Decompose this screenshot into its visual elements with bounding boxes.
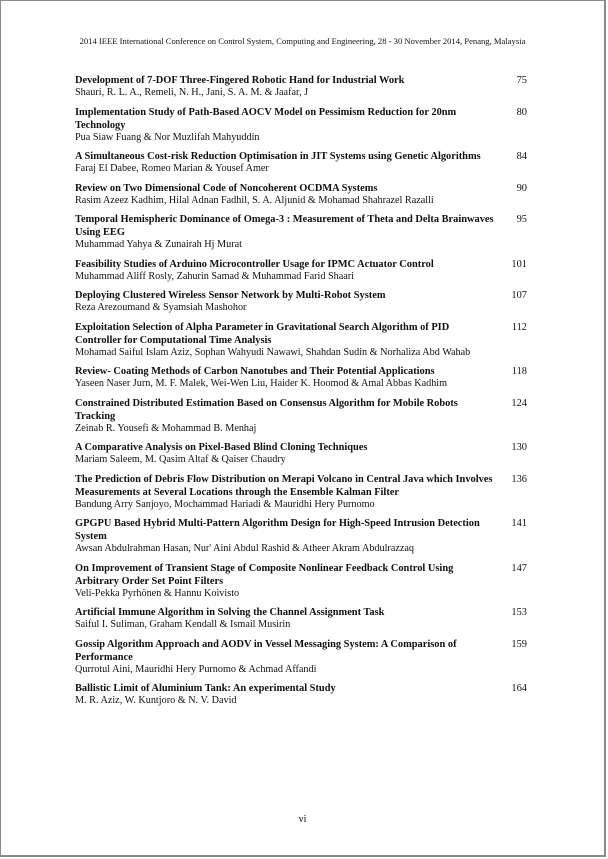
paper-authors: Rasim Azeez Kadhim, Hilal Adnan Fadhil, S. A. Aljunid & Mohamad Shahrazel Razalli (75, 194, 434, 206)
toc-entry (75, 562, 537, 601)
paper-authors: Awsan Abdulrahman Hasan, Nur' Aini Abdul Rashid & Atheer Akram Abdulrazzaq (75, 543, 415, 554)
running-header: 2014 IEEE International Conference on Control System, Computing and Engineering, 28 - 30 November 2014, Penang, Malaysia (79, 36, 526, 46)
page-number: 164 (511, 683, 527, 694)
toc-entry (75, 441, 537, 467)
toc-entry (75, 74, 537, 100)
paper-title: Development of 7-DOF Three-Fingered Robotic Hand for Industrial Work (75, 75, 405, 86)
paper-authors: Mohamad Saiful Islam Aziz, Sophan Wahyudi Nawawi, Shahdan Sudin & Norhaliza Abd Wahab (75, 346, 471, 358)
paper-authors: Bandung Arry Sanjoyo, Mochammad Hariadi & Mauridhi Hery Purnomo (75, 498, 375, 510)
paper-title: The Prediction of Debris Flow Distribution on Merapi Volcano in Central Java which Involves Measurements at Several Locations through the Ensemble Kalman Filter (75, 473, 493, 498)
paper-title: Ballistic Limit of Aluminium Tank: An experimental Study (75, 683, 336, 694)
paper-authors: M. R. Aziz, W. Kuntjoro & N. V. David (75, 695, 237, 706)
page-number: 153 (511, 607, 527, 618)
paper-authors: Saiful I. Suliman, Graham Kendall & Ismail Musirin (75, 619, 291, 630)
toc-entry (75, 150, 537, 176)
page-number: 101 (511, 258, 527, 270)
paper-title: On Improvement of Transient Stage of Composite Nonlinear Feedback Control Using Arbitrary Order Set Point Filters (75, 562, 454, 587)
toc-entry (75, 321, 537, 360)
paper-title: A Simultaneous Cost-risk Reduction Optimisation in JIT Systems using Genetic Algorithms (75, 151, 481, 162)
toc-entry (75, 258, 537, 284)
paper-authors: Faraj El Dabee, Romeo Marian & Yousef Amer (75, 163, 269, 174)
paper-authors: Zeinab R. Yousefi & Mohammad B. Menhaj (75, 422, 257, 434)
page-number: 136 (511, 473, 527, 485)
paper-title: GPGPU Based Hybrid Multi-Pattern Algorithm Design for High-Speed Intrusion Detection System (75, 518, 480, 542)
page-number: 112 (511, 321, 527, 333)
paper-title: Deploying Clustered Wireless Sensor Network by Multi-Robot System (75, 290, 386, 301)
paper-authors: Mariam Saleem, M. Qasim Altaf & Qaiser Chaudry (75, 454, 286, 465)
paper-title: Review on Two Dimensional Code of Noncoherent OCDMA Systems (75, 182, 378, 194)
paper-title: Temporal Hemispheric Dominance of Omega-3 : Measurement of Theta and Delta Brainwaves Using EEG (75, 214, 494, 238)
toc-entry (75, 517, 537, 556)
page-number: 130 (511, 442, 527, 453)
paper-authors: Qurrotul Aini, Mauridhi Hery Purnomo & Achmad Affandi (75, 663, 317, 675)
page-number: 75 (516, 75, 527, 86)
page-number: 107 (511, 290, 527, 301)
paper-authors: Yaseen Naser Jurn, M. F. Malek, Wei-Wen Liu, Haider K. Hoomod & Amal Abbas Kadhim (75, 378, 448, 389)
paper-authors: Pua Siaw Fuang & Nor Muzlifah Mahyuddin (75, 131, 260, 143)
page-number: 90 (516, 182, 527, 194)
paper-title: Constrained Distributed Estimation Based on Consensus Algorithm for Mobile Robots Tracking (75, 397, 458, 422)
paper-title: A Comparative Analysis on Pixel-Based Blind Cloning Techniques (75, 442, 368, 453)
toc-entry (75, 397, 537, 436)
paper-title: Implementation Study of Path-Based AOCV Model on Pessimism Reduction for 20nm Technology (75, 106, 457, 131)
toc-entry (75, 638, 537, 677)
table-of-contents (75, 74, 537, 714)
toc-entry (75, 606, 537, 632)
page-number: 159 (511, 638, 527, 650)
toc-entry (75, 289, 537, 315)
paper-authors: Muhammad Aliff Rosly, Zahurin Samad & Muhammad Farid Shaari (75, 270, 354, 282)
page-number: 147 (511, 562, 527, 574)
page-number: 80 (516, 106, 527, 118)
paper-title: Artificial Immune Algorithm in Solving the Channel Assignment Task (75, 607, 385, 618)
toc-entry (75, 182, 537, 208)
toc-entry (75, 682, 537, 708)
page-number: 124 (511, 397, 527, 409)
paper-authors: Veli-Pekka Pyrhönen & Hannu Koivisto (75, 587, 240, 599)
paper-title: Review- Coating Methods of Carbon Nanotubes and Their Potential Applications (75, 366, 435, 377)
toc-entry (75, 473, 537, 512)
page-number: 95 (516, 214, 527, 225)
paper-title: Gossip Algorithm Approach and AODV in Vessel Messaging System: A Comparison of Performance (75, 638, 457, 663)
page-number: 84 (516, 151, 527, 162)
page-number: 118 (511, 366, 527, 377)
paper-authors: Muhammad Yahya & Zunairah Hj Murat (75, 239, 242, 250)
toc-entry (75, 106, 537, 145)
paper-title: Feasibility Studies of Arduino Microcontroller Usage for IPMC Actuator Control (75, 258, 434, 270)
paper-title: Exploitation Selection of Alpha Parameter in Gravitational Search Algorithm of PID Controller for Computational Time Analysis (75, 321, 450, 346)
paper-authors: Shauri, R. L. A., Remeli, N. H., Jani, S. A. M. & Jaafar, J (75, 87, 309, 98)
page-number-footer: vi (298, 814, 307, 825)
page-number: 141 (511, 518, 527, 529)
paper-authors: Reza Arezoumand & Syamsiah Mashohor (75, 302, 247, 313)
toc-entry (75, 213, 537, 252)
toc-entry (75, 365, 537, 391)
